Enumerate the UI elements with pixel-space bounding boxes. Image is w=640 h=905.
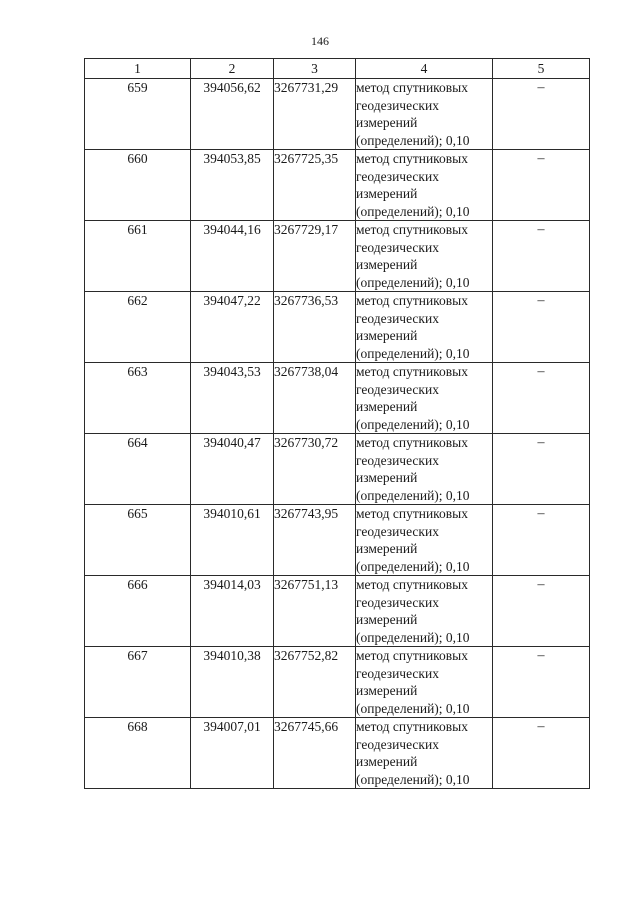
page-number: 146 — [311, 34, 329, 48]
point-number: 666 — [85, 576, 191, 647]
measurement-method: метод спутниковых геодезических измерений (определений); 0,10 — [356, 505, 493, 576]
coordinate-x: 394010,38 — [191, 647, 274, 718]
column-header: 2 — [191, 59, 274, 79]
measurement-method: метод спутниковых геодезических измерений (определений); 0,10 — [356, 434, 493, 505]
table-row — [85, 221, 590, 292]
table-row — [85, 647, 590, 718]
coordinate-x: 394007,01 — [191, 718, 274, 789]
coordinate-x: 394053,85 — [191, 150, 274, 221]
coordinate-x: 394043,53 — [191, 363, 274, 434]
table-row — [85, 292, 590, 363]
coordinate-y: 3267752,82 — [274, 647, 356, 718]
table-row — [85, 718, 590, 789]
point-number: 665 — [85, 505, 191, 576]
note-cell: – — [493, 647, 590, 718]
coordinate-x: 394014,03 — [191, 576, 274, 647]
note-cell: – — [493, 79, 590, 150]
measurement-method: метод спутниковых геодезических измерений (определений); 0,10 — [356, 79, 493, 150]
measurement-method: метод спутниковых геодезических измерений (определений); 0,10 — [356, 150, 493, 221]
table-row — [85, 505, 590, 576]
coordinate-y: 3267743,95 — [274, 505, 356, 576]
point-number: 663 — [85, 363, 191, 434]
table-row — [85, 79, 590, 150]
note-cell: – — [493, 505, 590, 576]
coordinate-x: 394044,16 — [191, 221, 274, 292]
measurement-method: метод спутниковых геодезических измерений (определений); 0,10 — [356, 647, 493, 718]
measurement-method: метод спутниковых геодезических измерений (определений); 0,10 — [356, 576, 493, 647]
coordinate-y: 3267725,35 — [274, 150, 356, 221]
coordinate-y: 3267736,53 — [274, 292, 356, 363]
table-header-row — [85, 59, 590, 79]
table-row — [85, 576, 590, 647]
point-number: 661 — [85, 221, 191, 292]
coordinate-x: 394010,61 — [191, 505, 274, 576]
coordinate-y: 3267738,04 — [274, 363, 356, 434]
coordinate-y: 3267751,13 — [274, 576, 356, 647]
point-number: 667 — [85, 647, 191, 718]
measurement-method: метод спутниковых геодезических измерений (определений); 0,10 — [356, 718, 493, 789]
point-number: 660 — [85, 150, 191, 221]
table-row — [85, 434, 590, 505]
coordinates-table — [84, 58, 590, 789]
point-number: 662 — [85, 292, 191, 363]
note-cell: – — [493, 576, 590, 647]
note-cell: – — [493, 363, 590, 434]
coordinate-x: 394056,62 — [191, 79, 274, 150]
point-number: 668 — [85, 718, 191, 789]
note-cell: – — [493, 292, 590, 363]
point-number: 664 — [85, 434, 191, 505]
column-header: 3 — [274, 59, 356, 79]
table-body — [85, 79, 590, 789]
note-cell: – — [493, 221, 590, 292]
column-header: 1 — [85, 59, 191, 79]
coordinate-y: 3267730,72 — [274, 434, 356, 505]
table-row — [85, 150, 590, 221]
point-number: 659 — [85, 79, 191, 150]
column-header: 4 — [356, 59, 493, 79]
coordinate-x: 394047,22 — [191, 292, 274, 363]
table-row — [85, 363, 590, 434]
coordinate-y: 3267745,66 — [274, 718, 356, 789]
note-cell: – — [493, 718, 590, 789]
measurement-method: метод спутниковых геодезических измерений (определений); 0,10 — [356, 221, 493, 292]
coordinate-y: 3267729,17 — [274, 221, 356, 292]
note-cell: – — [493, 150, 590, 221]
note-cell: – — [493, 434, 590, 505]
column-header: 5 — [493, 59, 590, 79]
coordinate-y: 3267731,29 — [274, 79, 356, 150]
measurement-method: метод спутниковых геодезических измерений (определений); 0,10 — [356, 292, 493, 363]
coordinate-x: 394040,47 — [191, 434, 274, 505]
measurement-method: метод спутниковых геодезических измерений (определений); 0,10 — [356, 363, 493, 434]
